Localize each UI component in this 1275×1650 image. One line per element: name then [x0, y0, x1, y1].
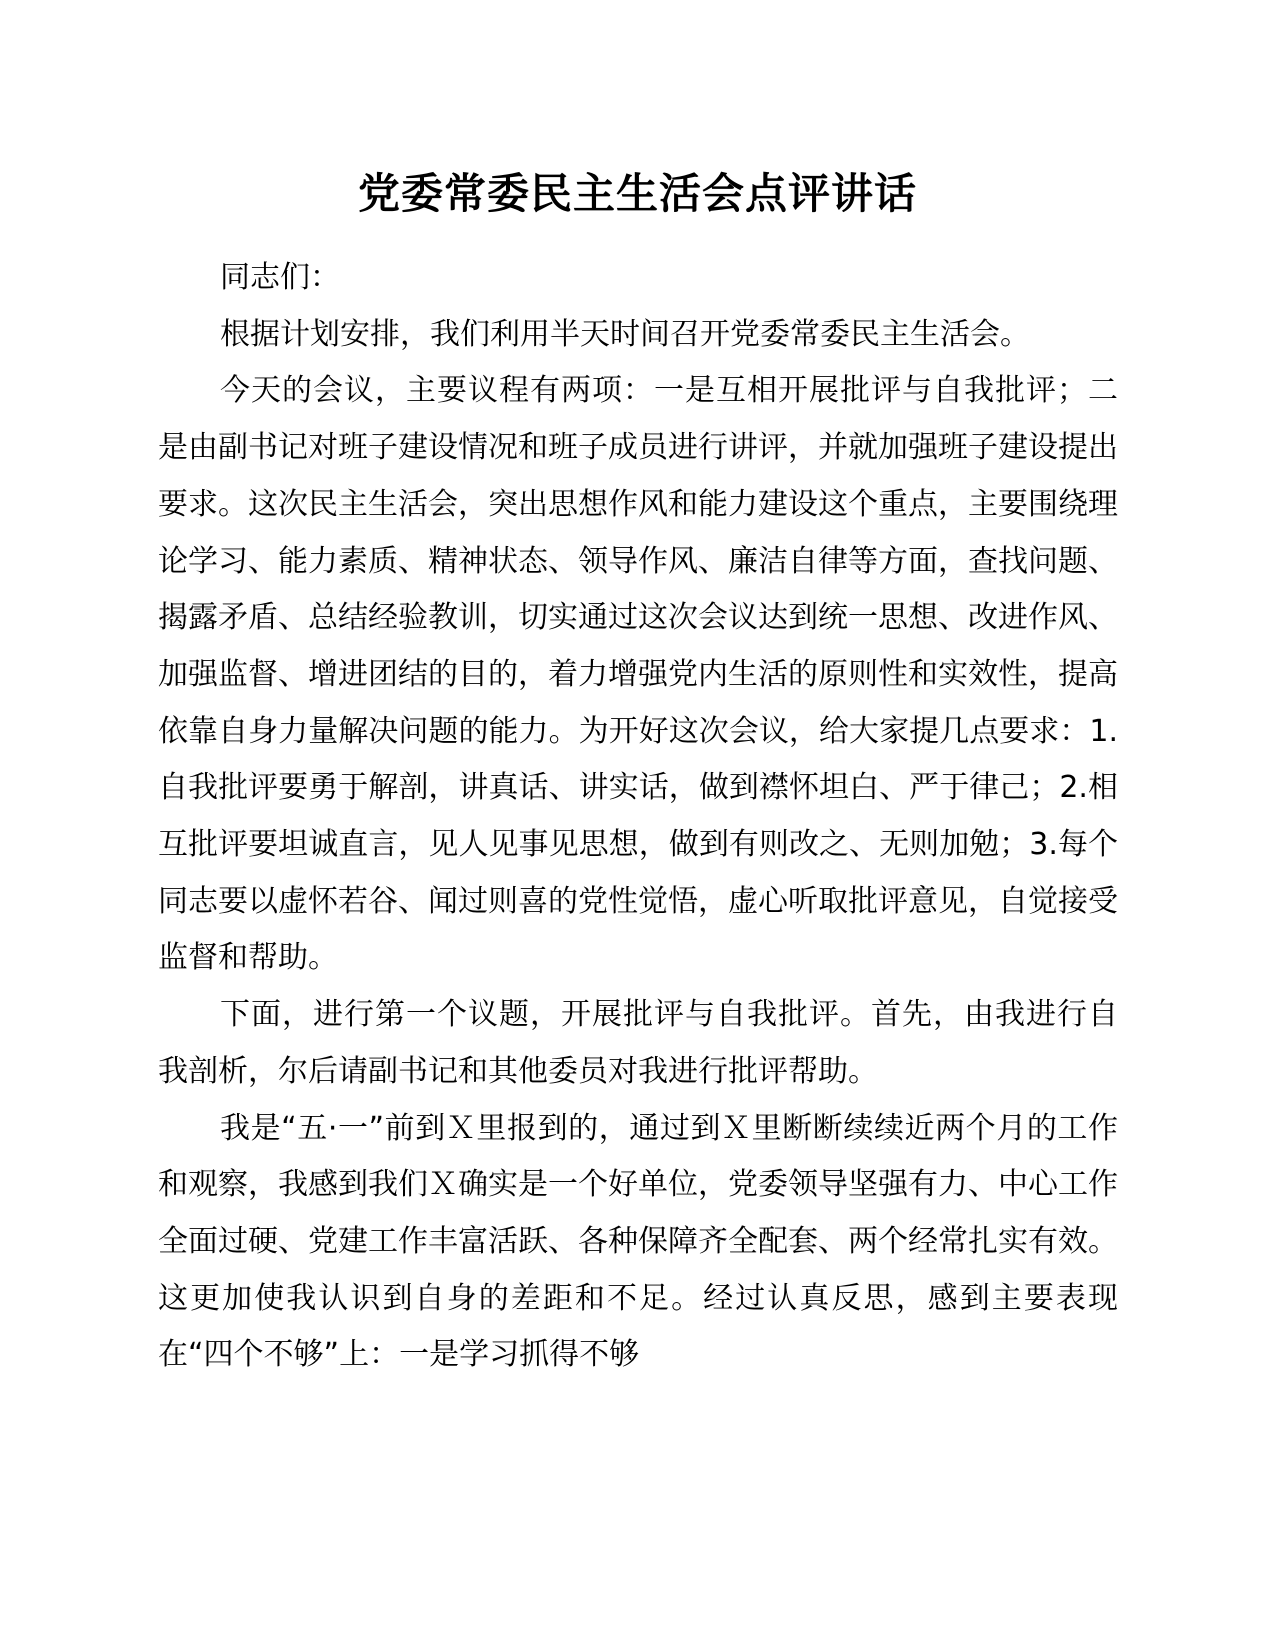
- document-body: [158, 250, 1118, 1384]
- paragraph-opening: 根据计划安排，我们利用半天时间召开党委常委民主生活会。: [220, 316, 1030, 352]
- paragraph-self-analysis: 我是“五·一”前到Ｘ里报到的，通过到Ｘ里断断续续近两个月的工作和观察，我感到我们Ｘ确实是一个好单位，党委领导坚强有力、中心工作全面过硬、党建工作丰富活跃、各种保障齐全配套、两个经常扎实有效。这更加使我认识到自身的差距和不足。经过认真反思，感到主要表现在“四个不够”上：一是学习抓得不够: [158, 1110, 1118, 1373]
- paragraph-agenda: 今天的会议，主要议程有两项：一是互相开展批评与自我批评；二是由副书记对班子建设情况和班子成员进行讲评，并就加强班子建设提出要求。这次民主生活会，突出思想作风和能力建设这个重点，主要围绕理论学习、能力素质、精神状态、领导作风、廉洁自律等方面，查找问题、揭露矛盾、总结经验教训，切实通过这次会议达到统一思想、改进作风、加强监督、增进团结的目的，着力增强党内生活的原则性和实效性，提高依靠自身力量解决问题的能力。为开好这次会议，给大家提几点要求：1.自我批评要勇于解剖，讲真话、讲实话，做到襟怀坦白、严于律己；2.相互批评要坦诚直言，见人见事见思想，做到有则改之、无则加勉；3.每个同志要以虚怀若谷、闻过则喜的党性觉悟，虚心听取批评意见，自觉接受监督和帮助。: [158, 373, 1118, 976]
- document-title: 党委常委民主生活会点评讲话: [357, 169, 917, 218]
- paragraph-first-topic: 下面，进行第一个议题，开展批评与自我批评。首先，由我进行自我剖析，尔后请副书记和其他委员对我进行批评帮助。: [158, 997, 1118, 1089]
- paragraph-salutation: 同志们：: [220, 260, 340, 295]
